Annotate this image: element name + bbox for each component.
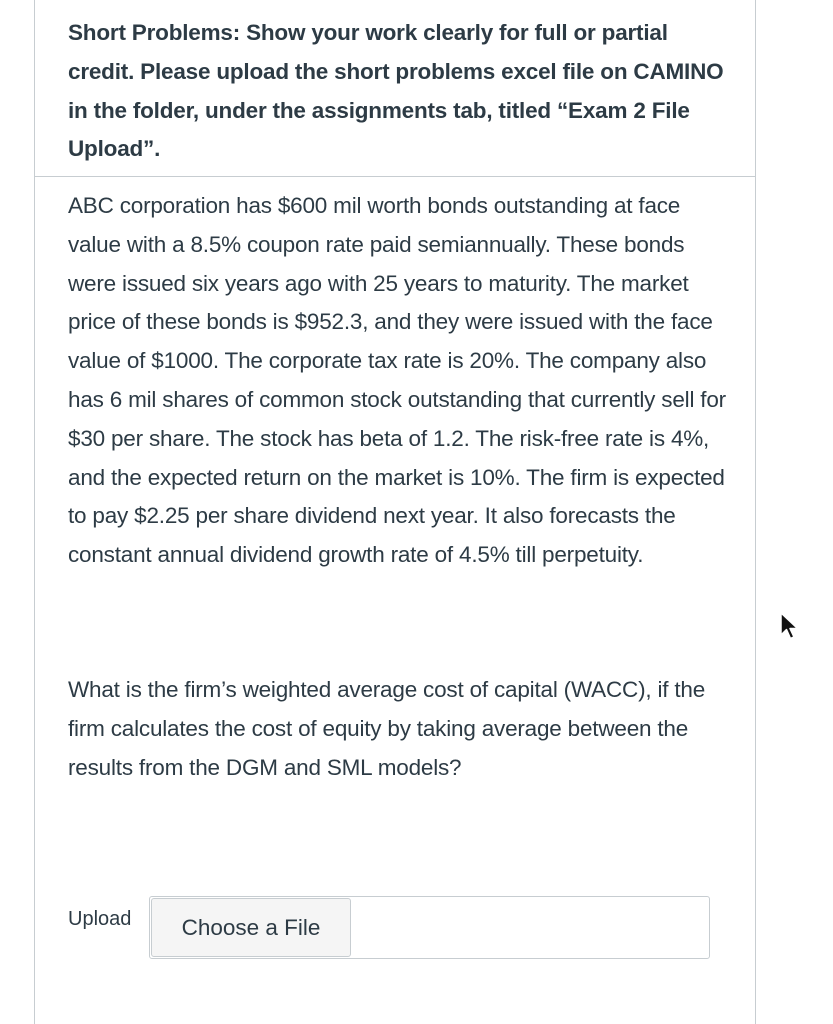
mouse-pointer-icon — [778, 611, 800, 641]
problem-text: ABC corporation has $600 mil worth bonds outstanding at face value with a 8.5% coupon rate paid semiannually. These bonds were issued six years ago with 25 years to maturity. The market price of these bonds is $952.3, and they were issued with the face value of $1000. The corporate tax rate is 20%. The company also has 6 mil shares of common stock outstanding that currently sell for $30 per share. The stock has beta of 1.2. The risk-free rate is 4%, and the expected return on the market is 10%. The firm is expected to pay $2.25 per share dividend next year. It also forecasts the constant annual dividend growth rate of 4.5% till perpetuity. — [68, 193, 726, 568]
divider — [35, 176, 755, 177]
upload-label: Upload — [68, 908, 132, 930]
instructions-text: Short Problems: Show your work clearly for full or partial credit. Please upload the short problems excel file on CAMINO in the folder, under the assignments tab, titled “Exam 2 File Upload”. — [68, 20, 724, 162]
choose-file-button[interactable]: Choose a File — [151, 898, 351, 957]
question-text: What is the firm’s weighted average cost of capital (WACC), if the firm calculates the cost of equity by taking average between the results from the DGM and SML models? — [68, 677, 706, 780]
